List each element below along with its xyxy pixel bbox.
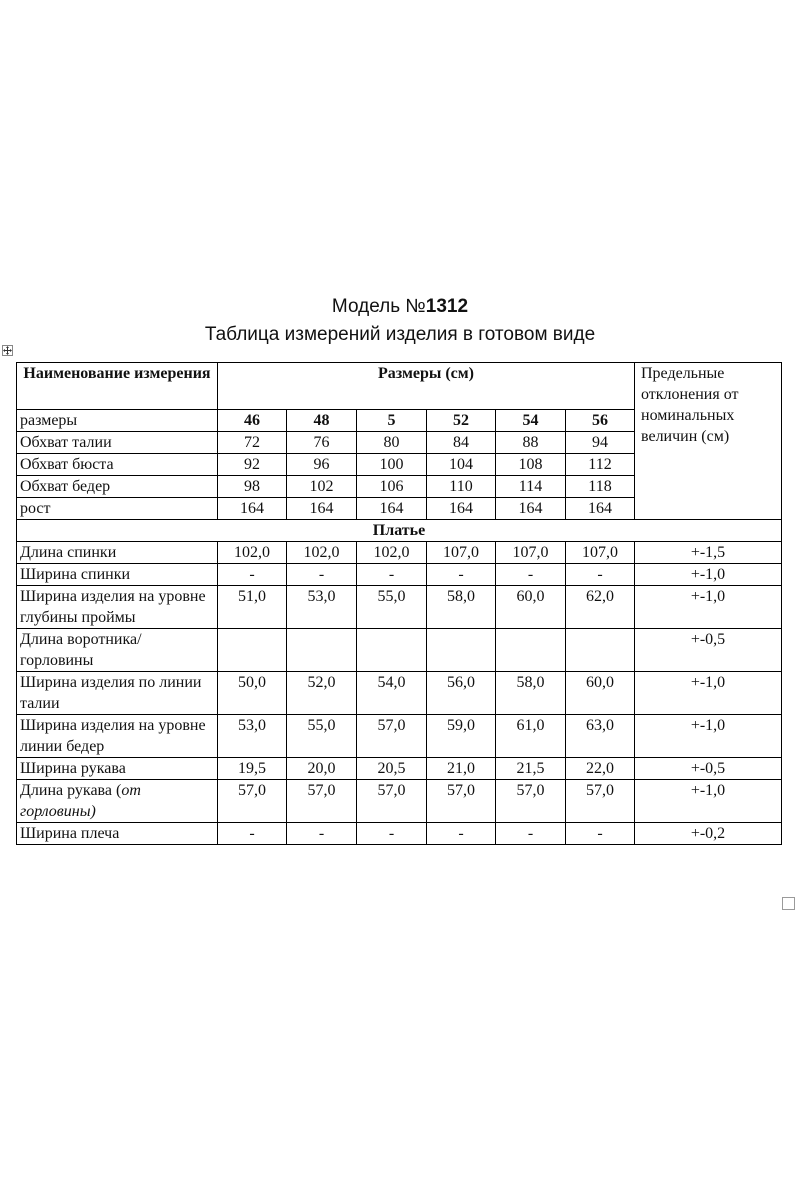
row-label: Ширина рукава — [17, 758, 218, 780]
cell — [427, 629, 496, 672]
cell: 52,0 — [287, 672, 357, 715]
cell: 57,0 — [357, 780, 427, 823]
model-number: 1312 — [425, 296, 469, 317]
cell: 57,0 — [218, 780, 287, 823]
cell: 60,0 — [566, 672, 635, 715]
cell: 80 — [357, 432, 427, 454]
table-row — [17, 564, 782, 586]
cell: 110 — [427, 476, 496, 498]
row-label: Ширина плеча — [17, 823, 218, 845]
cell: 100 — [357, 454, 427, 476]
cell: 20,5 — [357, 758, 427, 780]
cell: 57,0 — [427, 780, 496, 823]
cell: 51,0 — [218, 586, 287, 629]
cell: 164 — [357, 498, 427, 520]
cell — [357, 629, 427, 672]
cell: 58,0 — [427, 586, 496, 629]
row-label: рост — [17, 498, 218, 520]
cell: 108 — [496, 454, 566, 476]
cell: 57,0 — [287, 780, 357, 823]
cell: 62,0 — [566, 586, 635, 629]
size-value: 54 — [496, 410, 566, 432]
cell: 50,0 — [218, 672, 287, 715]
cell: 88 — [496, 432, 566, 454]
cell: 53,0 — [218, 715, 287, 758]
cell — [218, 629, 287, 672]
cell: 104 — [427, 454, 496, 476]
model-title: Модель №1312 — [331, 296, 469, 317]
col-name-header: Наименование измерения — [17, 363, 218, 410]
table-resize-handle[interactable] — [782, 897, 795, 910]
document-header — [0, 293, 800, 349]
cell: 57,0 — [496, 780, 566, 823]
section-title: Платье — [17, 520, 782, 542]
tolerance-cell: +-1,5 — [635, 542, 782, 564]
cell: 60,0 — [496, 586, 566, 629]
cell: 58,0 — [496, 672, 566, 715]
table-row — [17, 586, 782, 629]
cell: 56,0 — [427, 672, 496, 715]
size-value: 5 — [357, 410, 427, 432]
row-label: Ширина изделия на уровне глубины проймы — [17, 586, 218, 629]
row-label: Обхват бедер — [17, 476, 218, 498]
cell: - — [357, 823, 427, 845]
cell: 94 — [566, 432, 635, 454]
tolerance-cell: +-1,0 — [635, 672, 782, 715]
cell: - — [427, 823, 496, 845]
cell: 57,0 — [566, 780, 635, 823]
size-value: 52 — [427, 410, 496, 432]
cell: 107,0 — [566, 542, 635, 564]
cell — [566, 629, 635, 672]
row-label: Ширина изделия по линии талии — [17, 672, 218, 715]
cell: 102,0 — [287, 542, 357, 564]
table-row — [17, 672, 782, 715]
size-value: 48 — [287, 410, 357, 432]
tolerance-cell: +-1,0 — [635, 715, 782, 758]
cell: 76 — [287, 432, 357, 454]
table-header-row — [17, 363, 782, 410]
cell: 164 — [566, 498, 635, 520]
cell — [287, 629, 357, 672]
cell: - — [287, 564, 357, 586]
table-row — [17, 780, 782, 823]
row-label: Ширина изделия на уровне линии бедер — [17, 715, 218, 758]
cell: - — [566, 823, 635, 845]
table-row — [17, 542, 782, 564]
cell: 55,0 — [357, 586, 427, 629]
cell: 59,0 — [427, 715, 496, 758]
cell: 106 — [357, 476, 427, 498]
cell: - — [218, 823, 287, 845]
cell: - — [566, 564, 635, 586]
cell: - — [496, 823, 566, 845]
row-label: Длина рукава (от горловины) — [17, 780, 218, 823]
cell: 102 — [287, 476, 357, 498]
cell: 21,0 — [427, 758, 496, 780]
size-value: 46 — [218, 410, 287, 432]
row-label: Длина воротника/горловины — [17, 629, 218, 672]
tolerance-cell: +-1,0 — [635, 586, 782, 629]
cell: 84 — [427, 432, 496, 454]
cell: 118 — [566, 476, 635, 498]
table-row — [17, 758, 782, 780]
cell: 107,0 — [496, 542, 566, 564]
cell: - — [287, 823, 357, 845]
table-row — [17, 715, 782, 758]
cell: 114 — [496, 476, 566, 498]
row-label: Обхват бюста — [17, 454, 218, 476]
cell: 63,0 — [566, 715, 635, 758]
tolerance-cell: +-0,5 — [635, 758, 782, 780]
cell: 19,5 — [218, 758, 287, 780]
cell: 54,0 — [357, 672, 427, 715]
cell: 164 — [218, 498, 287, 520]
cell: 164 — [287, 498, 357, 520]
cell: 164 — [496, 498, 566, 520]
cell: 55,0 — [287, 715, 357, 758]
table-row — [17, 823, 782, 845]
cell: - — [427, 564, 496, 586]
tolerance-cell: +-1,0 — [635, 564, 782, 586]
sizes-header: Размеры (см) — [218, 363, 635, 410]
row-label: Длина спинки — [17, 542, 218, 564]
size-value: 56 — [566, 410, 635, 432]
row-label: Ширина спинки — [17, 564, 218, 586]
measurement-table — [16, 362, 782, 845]
cell: 22,0 — [566, 758, 635, 780]
cell: 112 — [566, 454, 635, 476]
table-row — [17, 629, 782, 672]
cell: 164 — [427, 498, 496, 520]
cell: 20,0 — [287, 758, 357, 780]
cell: 61,0 — [496, 715, 566, 758]
cell: 21,5 — [496, 758, 566, 780]
cell: 57,0 — [357, 715, 427, 758]
cell — [496, 629, 566, 672]
row-label: Обхват талии — [17, 432, 218, 454]
table-subtitle: Таблица измерений изделия в готовом виде — [204, 324, 596, 345]
cell: - — [496, 564, 566, 586]
cell: 102,0 — [218, 542, 287, 564]
tolerance-cell: +-1,0 — [635, 780, 782, 823]
tolerance-header: Предельные отклонения от номинальных величин (см) — [635, 363, 782, 520]
tolerance-cell: +-0,5 — [635, 629, 782, 672]
section-row — [17, 520, 782, 542]
cell: - — [218, 564, 287, 586]
cell: 98 — [218, 476, 287, 498]
size-row-label: размеры — [17, 410, 218, 432]
cell: 102,0 — [357, 542, 427, 564]
cell: 107,0 — [427, 542, 496, 564]
cell: 53,0 — [287, 586, 357, 629]
cell: - — [357, 564, 427, 586]
cell: 72 — [218, 432, 287, 454]
cell: 92 — [218, 454, 287, 476]
cell: 96 — [287, 454, 357, 476]
tolerance-cell: +-0,2 — [635, 823, 782, 845]
